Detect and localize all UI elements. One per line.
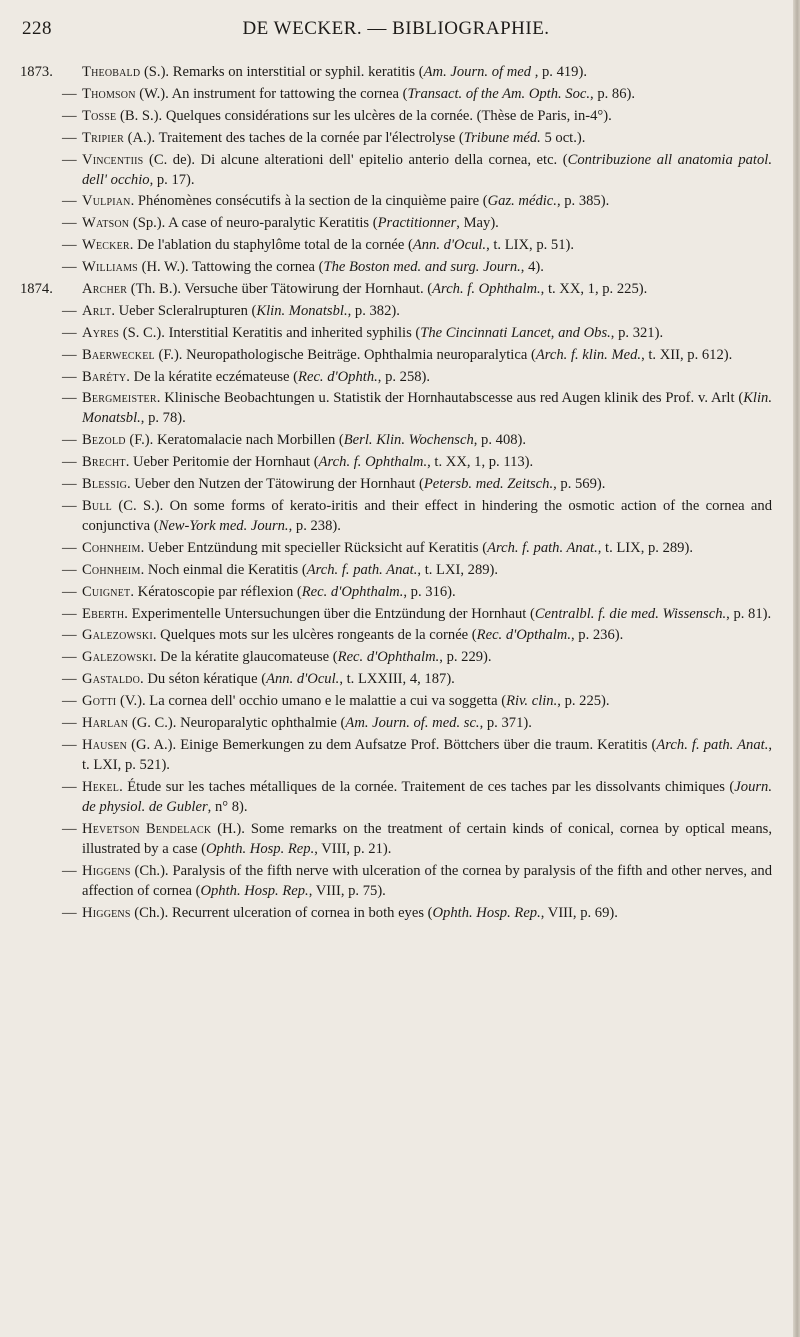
entry-tail: , p. 229). (439, 649, 492, 666)
entry-year: 1873. (20, 64, 53, 80)
entry-text: (A.). Traitement des taches de la cornée par l'électrolyse ( (123, 129, 464, 146)
entry-dash: — (62, 671, 77, 688)
entry-text: . De la kératite eczémateuse ( (126, 368, 299, 385)
bibliography-entry (20, 474, 772, 494)
entry-author: Cohnheim (82, 561, 141, 578)
bibliography-entry (20, 777, 772, 817)
entry-tail: , p. 569). (553, 476, 606, 493)
entry-author: Baréty (82, 368, 127, 385)
entry-dash: — (62, 649, 77, 666)
entry-tail: 5 oct.). (540, 129, 586, 146)
entry-author: Bull (82, 498, 112, 515)
entry-tail: , p. 371). (479, 715, 532, 732)
entry-dash: — (62, 193, 77, 210)
entry-tail: , t. XII, p. 612). (641, 346, 733, 363)
entry-dash: — (62, 561, 77, 578)
page-number: 228 (22, 18, 52, 39)
entry-author: Thomson (82, 85, 136, 102)
entry-dash: — (62, 368, 77, 385)
entry-source: Arch. f. klin. Med. (535, 346, 642, 363)
entry-text: . Ueber Entzündung mit specieller Rücksicht auf Keratitis ( (140, 539, 488, 556)
entry-tail: , p. 258). (377, 368, 431, 385)
bibliography-entry (20, 150, 772, 190)
entry-author: Galezowski (82, 649, 153, 666)
entry-source: Centralbl. f. die med. Wissensch. (534, 605, 727, 622)
entry-tail: , t. LXI, p. 521). (82, 736, 772, 773)
entry-source: Klin. Monatsbl. (82, 390, 772, 427)
bibliography-entry (20, 84, 772, 104)
entry-text: . Étude sur les taches métalliques de la cornée. Traitement de ces taches par les dissolvants chimiques ( (119, 778, 735, 795)
bibliography-entry (20, 430, 772, 450)
entry-dash: — (62, 736, 77, 753)
entry-author: Arlt (82, 302, 112, 319)
running-header (22, 10, 770, 40)
entry-text: . Ueber Scleralrupturen ( (111, 302, 257, 319)
entry-author: Vulpian (82, 193, 131, 210)
entry-source: Contribuzione all anatomia patol. dell' occhio (82, 151, 772, 188)
running-title: DE WECKER. — BIBLIOGRAPHIE. (242, 18, 550, 39)
entry-author: Bergmeister (82, 390, 157, 407)
entry-author: Watson (82, 215, 130, 232)
entry-tail: , t. LXI, 289). (417, 561, 499, 578)
entry-source: Arch. f. path. Anat. (656, 736, 769, 753)
entry-dash: — (62, 259, 77, 276)
entry-tail: , p. 385). (556, 193, 610, 210)
entry-source: Rec. d'Ophthalm. (301, 583, 404, 600)
bibliography-entry (20, 191, 772, 211)
entry-text: (S. C.). Interstitial Keratitis and inherited syphilis ( (119, 324, 421, 341)
entry-source: Practitionner (377, 215, 457, 232)
entry-source: Arch. f. Ophthalm. (318, 454, 428, 471)
bibliography-entry (20, 301, 772, 321)
entry-text: (H.). Some remarks on the treatment of certain kinds of conical, cornea by optical means, illustrated by a case ( (82, 820, 772, 857)
bibliography-entry (20, 257, 772, 277)
entry-dash: — (62, 107, 77, 124)
entry-author: Blessig (82, 476, 128, 493)
bibliography-entry (20, 235, 772, 255)
entry-dash: — (62, 476, 77, 493)
bibliography-entry (20, 861, 772, 901)
bibliography-entry (20, 691, 772, 711)
entry-source: The Boston med. and surg. Journ. (323, 259, 521, 276)
entry-text: . Phénomènes consécutifs à la section de la cinquième paire ( (130, 193, 488, 210)
entry-year: 1874. (20, 281, 53, 298)
entry-tail: , p. 419). (531, 64, 587, 80)
entry-author: Eberth (82, 605, 125, 622)
entry-tail: , p. 17). (149, 171, 195, 188)
bibliography-entry (20, 388, 772, 428)
entry-author: Williams (82, 259, 138, 276)
entry-text: (Ch.). Recurrent ulceration of cornea in both eyes ( (130, 904, 433, 921)
entry-author: Wecker (82, 237, 130, 254)
entry-dash: — (62, 862, 77, 879)
entry-dash: — (62, 151, 77, 168)
entry-text: . Ueber Peritomie der Hornhaut ( (125, 454, 319, 471)
entry-tail: , May). (456, 215, 499, 232)
entry-dash: — (62, 324, 77, 341)
entry-dash: — (62, 539, 77, 556)
entry-tail: , t. LIX, p. 51). (486, 237, 575, 254)
entry-author: Brecht (82, 454, 126, 471)
entry-author: Higgens (82, 862, 131, 879)
entry-source: Arch. f. Ophthalm. (432, 281, 541, 298)
entry-text: (W.). An instrument for tattowing the cornea ( (135, 85, 408, 102)
entry-tail: , p. 382). (347, 302, 400, 319)
entry-dash: — (62, 693, 77, 710)
entry-text: (G. A.). Einige Bemerkungen zu dem Aufsatze Prof. Böttchers über die traum. Keratitis ( (127, 736, 657, 753)
entry-dash: — (62, 820, 77, 837)
entry-text: (C. S.). On some forms of kerato-iritis and their effect in hindering the osmotic action of the cornea and conjunctiva ( (82, 498, 772, 535)
entry-tail: , t. XX, 1, p. 113). (427, 454, 534, 471)
entry-author: Archer (82, 281, 128, 298)
entry-author: Theobald (82, 64, 141, 80)
entry-tail: , p. 321). (610, 324, 664, 341)
entry-author: Hekel (82, 778, 120, 795)
bibliography-entry (20, 323, 772, 343)
entry-author: Tosse (82, 107, 117, 124)
entry-tail: , VIII, p. 75). (308, 882, 386, 899)
bibliography-entry (20, 496, 772, 536)
entry-tail: , p. 316). (403, 583, 456, 600)
entry-tail: , n° 8). (207, 798, 248, 815)
entry-dash: — (62, 904, 77, 921)
bibliography-list (20, 62, 772, 924)
entry-source: Rec. d'Ophth. (298, 368, 378, 385)
entry-dash: — (62, 346, 77, 363)
entry-text: . De la kératite glaucomateuse ( (152, 649, 338, 666)
entry-tail: , p. 408). (473, 432, 527, 449)
entry-dash: — (62, 390, 77, 407)
entry-tail: , t. XX, 1, p. 225). (540, 281, 648, 298)
entry-tail: , t. LXXIII, 4, 187). (339, 671, 455, 688)
bibliography-entry (20, 903, 772, 923)
bibliography-entry (20, 819, 772, 859)
entry-source: Ann. d'Ocul. (266, 671, 340, 688)
entry-text: (Ch.). Paralysis of the fifth nerve with ulceration of the cornea by paralysis of the fifth and other nerves, and affection of cornea ( (82, 862, 772, 899)
entry-text: (Th. B.). Versuche über Tätowirung der Hornhaut. ( (127, 281, 433, 298)
bibliography-entry (20, 213, 772, 233)
entry-source: Arch. f. path. Anat. (487, 539, 598, 556)
entry-dash: — (62, 454, 77, 471)
entry-author: Gotti (82, 693, 117, 710)
entry-tail: , 4). (520, 259, 544, 276)
bibliography-entry (20, 604, 772, 624)
entry-source: Tribune méd. (463, 129, 541, 146)
entry-text: (H. W.). Tattowing the cornea ( (137, 259, 324, 276)
bibliography-entry (20, 279, 772, 299)
entry-dash: — (62, 605, 77, 622)
entry-dash: — (62, 498, 77, 515)
entry-tail: , VIII, p. 69). (540, 904, 618, 921)
entry-text: . Ueber den Nutzen der Tätowirung der Hornhaut ( (127, 476, 424, 493)
bibliography-entry (20, 62, 772, 82)
entry-tail: , VIII, p. 21). (314, 840, 392, 857)
bibliography-entry (20, 128, 772, 148)
entry-text: . Kératoscopie par réflexion ( (130, 583, 302, 600)
entry-author: Hevetson Bendelack (82, 820, 212, 837)
entry-source: Rec. d'Opthalm. (476, 627, 571, 644)
entry-text: . Du séton kératique ( (140, 671, 267, 688)
entry-source: Petersb. med. Zeitsch. (423, 476, 554, 493)
bibliography-entry (20, 735, 772, 775)
entry-author: Gastaldo (82, 671, 141, 688)
entry-dash: — (62, 627, 77, 644)
entry-dash: — (62, 237, 77, 254)
entry-author: Vincentiis (82, 151, 144, 168)
entry-text: (F.). Neuropathologische Beiträge. Ophthalmia neuroparalytica ( (154, 346, 536, 363)
bibliography-entry (20, 367, 772, 387)
bibliography-entry (20, 647, 772, 667)
entry-source: Berl. Klin. Wochensch (343, 432, 474, 449)
entry-dash: — (62, 715, 77, 732)
entry-text: (F.). Keratomalacie nach Morbillen ( (125, 432, 344, 449)
bibliography-entry (20, 582, 772, 602)
entry-author: Ayres (82, 324, 120, 341)
entry-tail: , t. LIX, p. 289). (597, 539, 693, 556)
bibliography-entry (20, 106, 772, 126)
entry-source: Ann. d'Ocul. (412, 237, 487, 254)
entry-text: (C. de). Di alcune alterationi dell' epitelio anterio della cornea, etc. ( (143, 151, 568, 168)
entry-text: (V.). La cornea dell' occhio umano e le malattie a cui va soggetta ( (116, 693, 507, 710)
bibliography-entry (20, 452, 772, 472)
entry-author: Tripier (82, 129, 124, 146)
entry-dash: — (62, 583, 77, 600)
bibliography-entry (20, 560, 772, 580)
bibliography-entry (20, 538, 772, 558)
entry-tail: , p. 81). (726, 605, 772, 622)
entry-author: Cohnheim (82, 539, 141, 556)
entry-text: . Experimentelle Untersuchungen über die Entzündung der Hornhaut ( (124, 605, 535, 622)
entry-text: (G. C.). Neuroparalytic ophthalmie ( (128, 715, 346, 732)
entry-source: Journ. de physiol. de Gubler (82, 778, 772, 815)
entry-text: . Quelques mots sur les ulcères rongeants de la cornée ( (152, 627, 477, 644)
entry-source: Klin. Monatsbl. (256, 302, 348, 319)
entry-source: Rec. d'Ophthalm. (337, 649, 440, 666)
entry-author: Hausen (82, 736, 128, 753)
entry-text: . Noch einmal die Keratitis ( (140, 561, 307, 578)
entry-dash: — (62, 302, 77, 319)
entry-source: Gaz. médic. (487, 193, 557, 210)
entry-source: Ophth. Hosp. Rep. (206, 840, 315, 857)
entry-text: . Klinische Beobachtungen u. Statistik der Hornhautabscesse aus red Augen klinik des Prof. v. Arlt ( (156, 390, 744, 407)
entry-dash: — (62, 432, 77, 449)
entry-dash: — (62, 85, 77, 102)
entry-source: The Cincinnati Lancet, and Obs. (420, 324, 611, 341)
entry-tail: , p. 238). (288, 518, 341, 535)
bibliography-entry (20, 669, 772, 689)
entry-author: Galezowski (82, 627, 153, 644)
entry-text: (S.). Remarks on interstitial or syphil. keratitis ( (140, 64, 424, 80)
entry-author: Cuignet (82, 583, 131, 600)
entry-author: Harlan (82, 715, 129, 732)
entry-dash: — (62, 129, 77, 146)
entry-author: Baerweckel (82, 346, 155, 363)
entry-tail: , p. 78). (140, 410, 186, 427)
entry-source: Ophth. Hosp. Rep. (200, 882, 309, 899)
entry-author: Bezold (82, 432, 126, 449)
entry-source: Arch. f. path. Anat. (306, 561, 418, 578)
entry-dash: — (62, 215, 77, 232)
bibliography-entry (20, 345, 772, 365)
entry-source: New-York med. Journ. (158, 518, 289, 535)
entry-tail: , p. 225). (557, 693, 610, 710)
entry-text: . De l'ablation du staphylôme total de la cornée ( (129, 237, 413, 254)
entry-text: (Sp.). A case of neuro-paralytic Keratitis ( (129, 215, 378, 232)
entry-tail: , p. 86). (590, 85, 636, 102)
bibliography-entry (20, 713, 772, 733)
page-edge (793, 0, 800, 1337)
entry-text: (B. S.). Quelques considérations sur les ulcères de la cornée. (Thèse de Paris, in-4°). (116, 107, 612, 124)
entry-source: Ophth. Hosp. Rep. (432, 904, 541, 921)
entry-tail: , p. 236). (570, 627, 624, 644)
entry-dash: — (62, 778, 77, 795)
bibliography-entry (20, 625, 772, 645)
entry-source: Riv. clin. (506, 693, 558, 710)
entry-author: Higgens (82, 904, 131, 921)
entry-source: Am. Journ. of med (423, 64, 532, 80)
entry-source: Transact. of the Am. Opth. Soc. (407, 85, 591, 102)
entry-source: Am. Journ. of. med. sc. (345, 715, 480, 732)
